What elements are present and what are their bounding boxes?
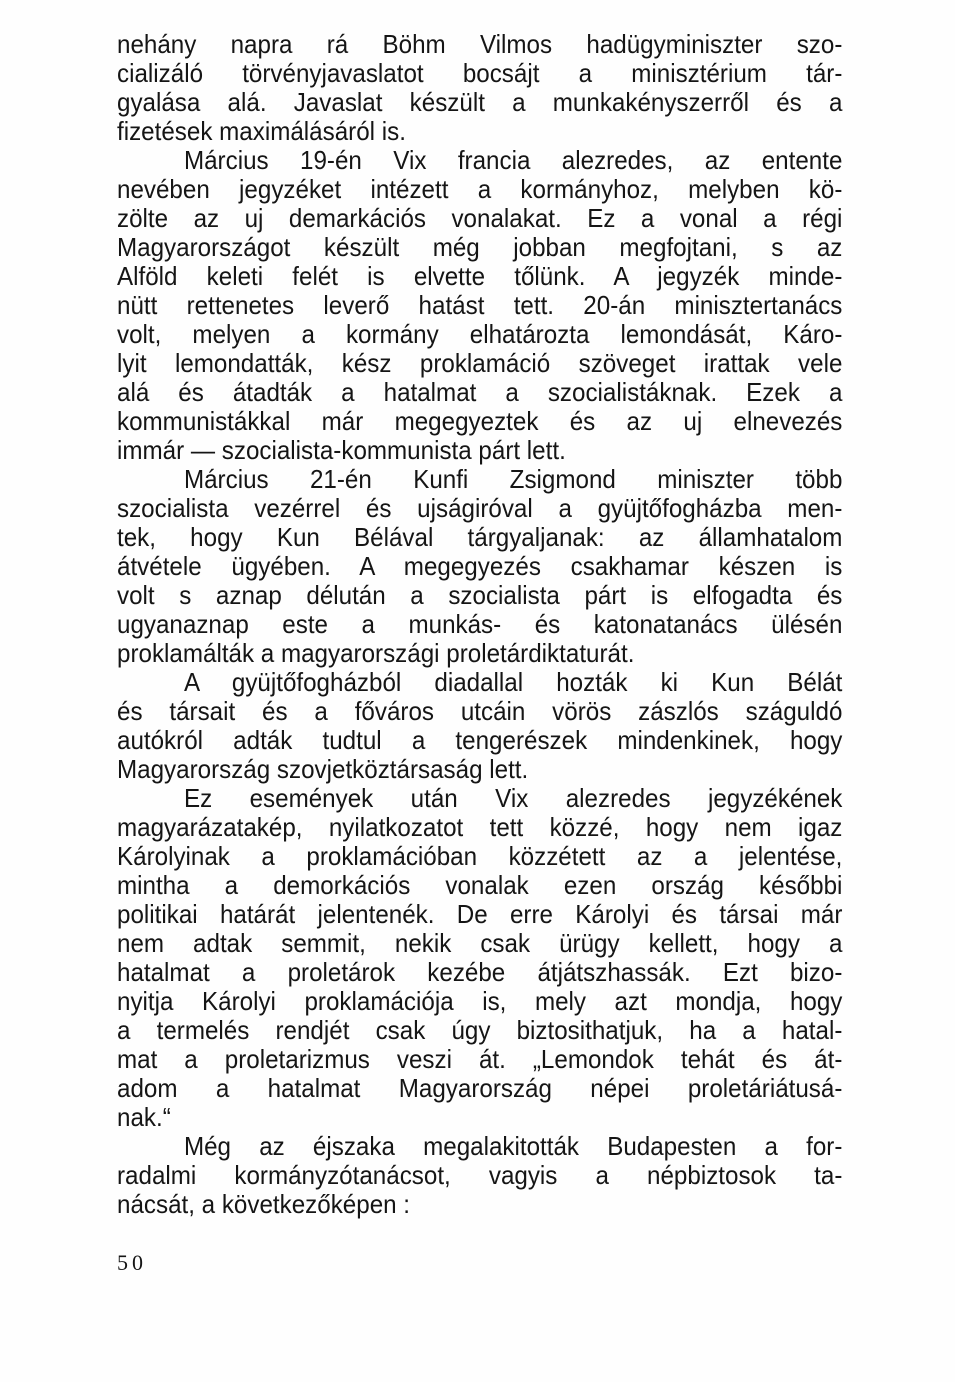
body-text	[117, 29, 843, 1219]
text-line: nehány napra rá Böhm Vilmos hadügyminiszter szo-	[117, 29, 843, 59]
text-line: nem adtak semmit, nekik csak ürügy kellett, hogy a	[117, 928, 843, 958]
text-line: Március 21-én Kunfi Zsigmond miniszter több	[183, 464, 843, 494]
text-line: Károlyinak a proklamációban közzétett az a jelentése,	[117, 841, 843, 871]
text-line: immár — szocialista-kommunista párt lett.	[117, 435, 566, 465]
text-line: volt, melyen a kormány elhatározta lemondását, Káro-	[117, 319, 843, 349]
text-line: A gyüjtőfogházból diadallal hozták ki Kun Bélát	[183, 667, 843, 697]
text-line: és társait és a főváros utcáin vörös zászlós száguldó	[117, 696, 843, 726]
text-line: Még az éjszaka megalakitották Budapesten a for-	[183, 1131, 843, 1161]
text-line: politikai határát jelentenék. De erre Károlyi és társai már	[117, 899, 843, 929]
text-line: proklamálták a magyarországi proletárdiktaturát.	[117, 638, 635, 668]
text-line: hatalmat a proletárok kezébe átjátszhassák. Ezt bizo-	[117, 957, 843, 987]
text-line: nácsát, a következőképen :	[117, 1189, 411, 1219]
paragraph	[117, 464, 843, 668]
text-line: nütt rettenetes leverő hatást tett. 20-án minisztertanács	[117, 290, 843, 320]
paragraph	[117, 145, 843, 465]
text-line: szocialista vezérrel és ujságiróval a gyüjtőfogházba men-	[117, 493, 843, 523]
text-line: nevében jegyzéket intézett a kormányhoz, melyben kö-	[117, 174, 843, 204]
text-line: mintha a demorkációs vonalak ezen ország későbbi	[117, 870, 843, 900]
text-line: Március 19-én Vix francia alezredes, az entente	[183, 145, 843, 175]
text-line: Ez események után Vix alezredes jegyzékének	[183, 783, 843, 813]
text-line: autókról adták tudtul a tengerészek mindenkinek, hogy	[117, 725, 843, 755]
text-line: kommunistákkal már megegyeztek és az uj elnevezés	[117, 406, 843, 436]
text-line: zölte az uj demarkációs vonalakat. Ez a vonal a régi	[117, 203, 843, 233]
text-line: volt s aznap délután a szocialista párt is elfogadta és	[117, 580, 843, 610]
text-line: alá és átadták a hatalmat a szocialistáknak. Ezek a	[117, 377, 843, 407]
paragraph	[117, 1131, 843, 1219]
text-line: tek, hogy Kun Bélával tárgyaljanak: az államhatalom	[117, 522, 843, 552]
text-line: adom a hatalmat Magyarország népei proletáriátusá-	[117, 1073, 843, 1103]
text-line: Alföld keleti felét is elvette tőlünk. A jegyzék minde-	[117, 261, 843, 291]
paragraph	[117, 29, 843, 146]
text-line: mat a proletarizmus veszi át. „Lemondok tehát és át-	[117, 1044, 843, 1074]
paragraph	[117, 783, 843, 1132]
text-line: ugyanaznap este a munkás- és katonatanács ülésén	[117, 609, 843, 639]
text-line: Magyarországot készült még jobban megfojtani, s az	[117, 232, 843, 262]
paragraph	[117, 667, 843, 784]
text-line: átvétele ügyében. A megegyezés csakhamar készen is	[117, 551, 843, 581]
text-line: Magyarország szovjetköztársaság lett.	[117, 754, 529, 784]
text-line: gyalása alá. Javaslat készült a munkakényszerről és a	[117, 87, 843, 117]
text-line: magyarázatakép, nyilatkozatot tett közzé, hogy nem igaz	[117, 812, 843, 842]
text-line: fizetések maximálásáról is.	[117, 116, 406, 146]
text-line: lyit lemondatták, kész proklamáció szöveget irattak vele	[117, 348, 843, 378]
text-line: cializáló törvényjavaslatot bocsájt a minisztérium tár-	[117, 58, 843, 88]
page-number: 50	[117, 1250, 147, 1275]
text-line: radalmi kormányzótanácsot, vagyis a népbiztosok ta-	[117, 1160, 843, 1190]
text-line: nyitja Károlyi proklamációja is, mely azt mondja, hogy	[117, 986, 843, 1016]
text-line: a termelés rendjét csak úgy biztosithatjuk, ha a hatal-	[117, 1015, 843, 1045]
text-line: nak.“	[117, 1102, 171, 1132]
